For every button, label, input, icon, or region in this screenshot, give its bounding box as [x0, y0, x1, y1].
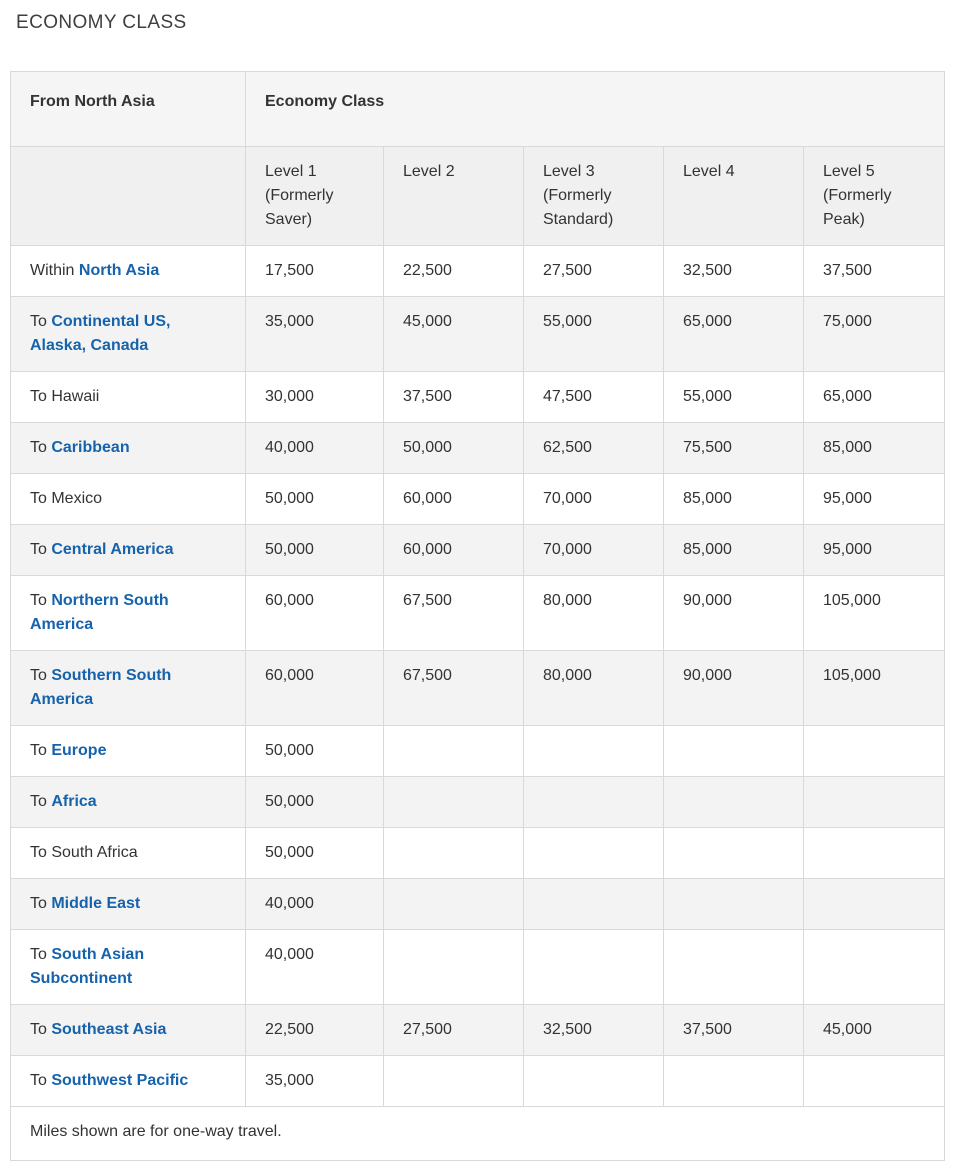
route-prefix: To	[30, 1021, 52, 1038]
table-row	[11, 372, 945, 423]
route-cell	[11, 246, 246, 297]
miles-value-cell: 105,000	[804, 651, 945, 726]
table-row	[11, 1056, 945, 1107]
table-row	[11, 423, 945, 474]
route-prefix: To	[30, 541, 52, 558]
miles-value-cell: 30,000	[246, 372, 384, 423]
miles-value-cell: 60,000	[384, 525, 524, 576]
miles-value-cell	[804, 777, 945, 828]
miles-value-cell: 60,000	[384, 474, 524, 525]
miles-value-cell	[664, 828, 804, 879]
destination-link[interactable]: Southern South America	[30, 667, 172, 708]
corner-header: From North Asia	[11, 72, 246, 147]
table-row	[11, 879, 945, 930]
route-cell	[11, 726, 246, 777]
miles-value-cell	[384, 930, 524, 1005]
miles-value-cell	[664, 777, 804, 828]
award-table-body	[11, 246, 945, 1107]
destination-link[interactable]: Europe	[51, 742, 107, 759]
miles-value-cell	[524, 879, 664, 930]
table-row	[11, 930, 945, 1005]
destination-link[interactable]: Middle East	[51, 895, 141, 912]
table-level-header-row	[11, 147, 945, 246]
miles-value-cell: 45,000	[804, 1005, 945, 1056]
miles-value-cell: 62,500	[524, 423, 664, 474]
miles-value-cell: 70,000	[524, 474, 664, 525]
route-cell: To Mexico	[11, 474, 246, 525]
miles-value-cell: 50,000	[246, 777, 384, 828]
route-prefix: To	[30, 313, 52, 330]
miles-value-cell	[664, 726, 804, 777]
destination-link[interactable]: South Asian Subcontinent	[30, 946, 145, 987]
destination-link[interactable]: Central America	[51, 541, 174, 558]
miles-value-cell	[664, 1056, 804, 1107]
column-header-level-5: Level 5 (Formerly Peak)	[804, 147, 945, 246]
footnote-row	[11, 1107, 945, 1161]
miles-value-cell: 95,000	[804, 474, 945, 525]
route-cell: To Hawaii	[11, 372, 246, 423]
route-prefix: To	[30, 592, 52, 609]
miles-value-cell: 47,500	[524, 372, 664, 423]
table-group-header-row	[11, 72, 945, 147]
destination-link[interactable]: Southeast Asia	[51, 1021, 167, 1038]
miles-value-cell	[384, 828, 524, 879]
route-cell	[11, 525, 246, 576]
miles-value-cell: 50,000	[384, 423, 524, 474]
table-row	[11, 726, 945, 777]
miles-value-cell	[384, 879, 524, 930]
miles-value-cell: 67,500	[384, 651, 524, 726]
route-cell	[11, 879, 246, 930]
miles-value-cell: 37,500	[664, 1005, 804, 1056]
miles-value-cell: 55,000	[524, 297, 664, 372]
table-row	[11, 777, 945, 828]
miles-value-cell: 50,000	[246, 474, 384, 525]
miles-value-cell	[524, 828, 664, 879]
miles-value-cell: 75,500	[664, 423, 804, 474]
destination-link[interactable]: Africa	[51, 793, 97, 810]
miles-value-cell	[524, 930, 664, 1005]
miles-value-cell: 85,000	[664, 525, 804, 576]
route-prefix: To	[30, 1072, 52, 1089]
destination-link[interactable]: Northern South America	[30, 592, 169, 633]
miles-value-cell: 70,000	[524, 525, 664, 576]
miles-value-cell: 22,500	[246, 1005, 384, 1056]
miles-value-cell	[384, 777, 524, 828]
miles-value-cell	[804, 726, 945, 777]
column-header-level-3: Level 3 (Formerly Standard)	[524, 147, 664, 246]
page-title: ECONOMY CLASS	[16, 12, 187, 33]
route-cell	[11, 777, 246, 828]
footnote-text: Miles shown are for one-way travel.	[11, 1107, 945, 1161]
miles-value-cell	[804, 1056, 945, 1107]
miles-value-cell: 55,000	[664, 372, 804, 423]
miles-value-cell	[804, 930, 945, 1005]
miles-value-cell: 85,000	[664, 474, 804, 525]
miles-value-cell: 65,000	[804, 372, 945, 423]
miles-value-cell: 65,000	[664, 297, 804, 372]
miles-value-cell: 27,500	[524, 246, 664, 297]
miles-value-cell: 75,000	[804, 297, 945, 372]
miles-value-cell: 35,000	[246, 297, 384, 372]
route-cell: To South Africa	[11, 828, 246, 879]
miles-value-cell: 37,500	[804, 246, 945, 297]
route-cell	[11, 651, 246, 726]
miles-value-cell	[664, 879, 804, 930]
miles-value-cell	[804, 828, 945, 879]
route-prefix: To	[30, 895, 52, 912]
route-cell	[11, 297, 246, 372]
route-prefix: To	[30, 667, 52, 684]
blank-header-cell	[11, 147, 246, 246]
destination-link[interactable]: Southwest Pacific	[51, 1072, 189, 1089]
miles-value-cell: 27,500	[384, 1005, 524, 1056]
table-row	[11, 246, 945, 297]
cabin-group-header: Economy Class	[246, 72, 945, 147]
miles-value-cell: 85,000	[804, 423, 945, 474]
miles-value-cell	[524, 726, 664, 777]
miles-value-cell: 17,500	[246, 246, 384, 297]
miles-value-cell: 40,000	[246, 879, 384, 930]
miles-value-cell: 80,000	[524, 651, 664, 726]
miles-value-cell	[384, 726, 524, 777]
miles-value-cell: 67,500	[384, 576, 524, 651]
miles-value-cell: 80,000	[524, 576, 664, 651]
miles-value-cell: 60,000	[246, 651, 384, 726]
destination-link[interactable]: North Asia	[78, 262, 160, 279]
destination-link[interactable]: Continental US, Alaska, Canada	[30, 313, 171, 354]
miles-value-cell	[524, 777, 664, 828]
miles-value-cell: 45,000	[384, 297, 524, 372]
miles-value-cell: 95,000	[804, 525, 945, 576]
miles-value-cell: 90,000	[664, 651, 804, 726]
miles-value-cell: 60,000	[246, 576, 384, 651]
miles-value-cell: 32,500	[664, 246, 804, 297]
award-miles-table	[10, 71, 945, 1161]
route-cell	[11, 930, 246, 1005]
route-prefix: To	[30, 742, 52, 759]
miles-value-cell: 37,500	[384, 372, 524, 423]
miles-value-cell: 50,000	[246, 828, 384, 879]
route-cell	[11, 1056, 246, 1107]
route-prefix: Within	[30, 262, 79, 279]
table-row	[11, 525, 945, 576]
table-row	[11, 297, 945, 372]
route-cell	[11, 1005, 246, 1056]
route-prefix: To	[30, 793, 52, 810]
column-header-level-2: Level 2	[384, 147, 524, 246]
miles-value-cell: 50,000	[246, 525, 384, 576]
miles-value-cell	[804, 879, 945, 930]
miles-value-cell: 105,000	[804, 576, 945, 651]
miles-value-cell	[524, 1056, 664, 1107]
table-row	[11, 1005, 945, 1056]
miles-value-cell: 50,000	[246, 726, 384, 777]
column-header-level-4: Level 4	[664, 147, 804, 246]
route-prefix: To	[30, 439, 52, 456]
table-row	[11, 651, 945, 726]
miles-value-cell: 32,500	[524, 1005, 664, 1056]
table-row	[11, 474, 945, 525]
miles-value-cell: 22,500	[384, 246, 524, 297]
miles-value-cell	[664, 930, 804, 1005]
column-header-level-1: Level 1 (Formerly Saver)	[246, 147, 384, 246]
table-row	[11, 828, 945, 879]
miles-value-cell	[384, 1056, 524, 1107]
destination-link[interactable]: Caribbean	[51, 439, 130, 456]
miles-value-cell: 35,000	[246, 1056, 384, 1107]
route-cell	[11, 423, 246, 474]
miles-value-cell: 90,000	[664, 576, 804, 651]
miles-value-cell: 40,000	[246, 423, 384, 474]
route-cell	[11, 576, 246, 651]
miles-value-cell: 40,000	[246, 930, 384, 1005]
route-prefix: To	[30, 946, 52, 963]
table-row	[11, 576, 945, 651]
